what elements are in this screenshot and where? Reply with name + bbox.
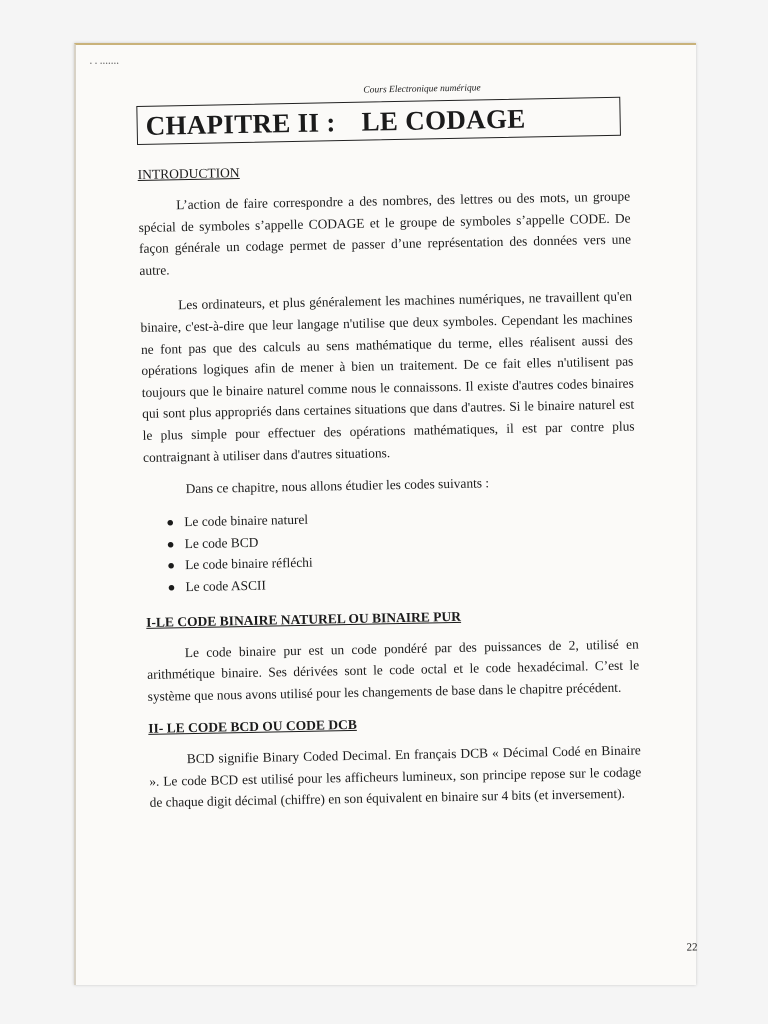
list-item-label: Le code binaire réfléchi (184, 555, 313, 573)
bullet-icon: ● (166, 514, 175, 530)
intro-paragraph-2: Les ordinateurs, et plus généralement les machines numériques, ne travaillent qu'en binaire, c'est-à-dire que leur langage n'utilise que deux symboles. Cependant les machines ne font pas que des calculs au sens mathématique du terme, elles réalisent aussi des opérations logiques afin de mener à bien un traitement. De ce fait elles n'utilisent pas toujours que le binaire naturel comme nous le connaissons. Il existe d'autres codes binaires qui sont plus appropriés dans certaines situations que dans d'autres. Si le binaire naturel est le plus simple pour effectuer des opérations mathématiques, il est par contre plus contraignant à utiliser dans d'autres situations. (140, 288, 635, 465)
list-item-label: Le code BCD (184, 534, 259, 551)
intro-paragraph-1: L’action de faire correspondre a des nombres, des lettres ou des mots, un groupe spécial de symboles s’appelle CODAGE et le groupe de symboles s’appelle CODE. De façon générale un codage permet de passer d’une représentation des données vers une autre. (138, 188, 632, 278)
bullet-icon: ● (166, 536, 175, 552)
introduction-heading: INTRODUCTION (137, 165, 240, 182)
codes-list (166, 503, 638, 598)
bullet-icon: ● (166, 557, 176, 573)
page-content (136, 81, 698, 954)
section-1-paragraph: Le code binaire pur est un code pondéré par des puissances de 2, utilisé en arithmétique binaire. Ses dérivées sont le code octal et le code hexadécimal. C’est le système que nous avons utilisé pour les changements de base dans le chapitre précédent. (147, 635, 640, 704)
section-1-heading: I-LE CODE BINAIRE NATUREL OU BINAIRE PUR (146, 608, 462, 630)
chapter-title: LE CODAGE (361, 103, 526, 137)
list-item-label: Le code binaire naturel (184, 511, 309, 530)
section-2-heading: II- LE CODE BCD OU CODE DCB (148, 717, 357, 737)
list-item-label: Le code ASCII (185, 577, 266, 595)
chapter-title-box (136, 97, 621, 145)
running-header: Cours Electronique numérique (363, 83, 481, 96)
page-number: 22 (686, 941, 698, 954)
chapter-number: CHAPITRE II : (145, 107, 336, 141)
section-2-paragraph: BCD signifie Binary Coded Decimal. En français DCB « Décimal Codé en Binaire ». Le code BCD est utilisé pour les afficheurs lumineux, son principe repose sur le codage de chaque digit décimal (chiffre) en son équivalent en binaire sur 4 bits (et inversement). (149, 742, 642, 811)
bullet-icon: ● (167, 579, 176, 595)
document-page (74, 43, 696, 985)
codes-list-intro: Dans ce chapitre, nous allons étudier les codes suivants : (185, 475, 490, 497)
corner-mark: • • ••••••• (90, 61, 120, 67)
